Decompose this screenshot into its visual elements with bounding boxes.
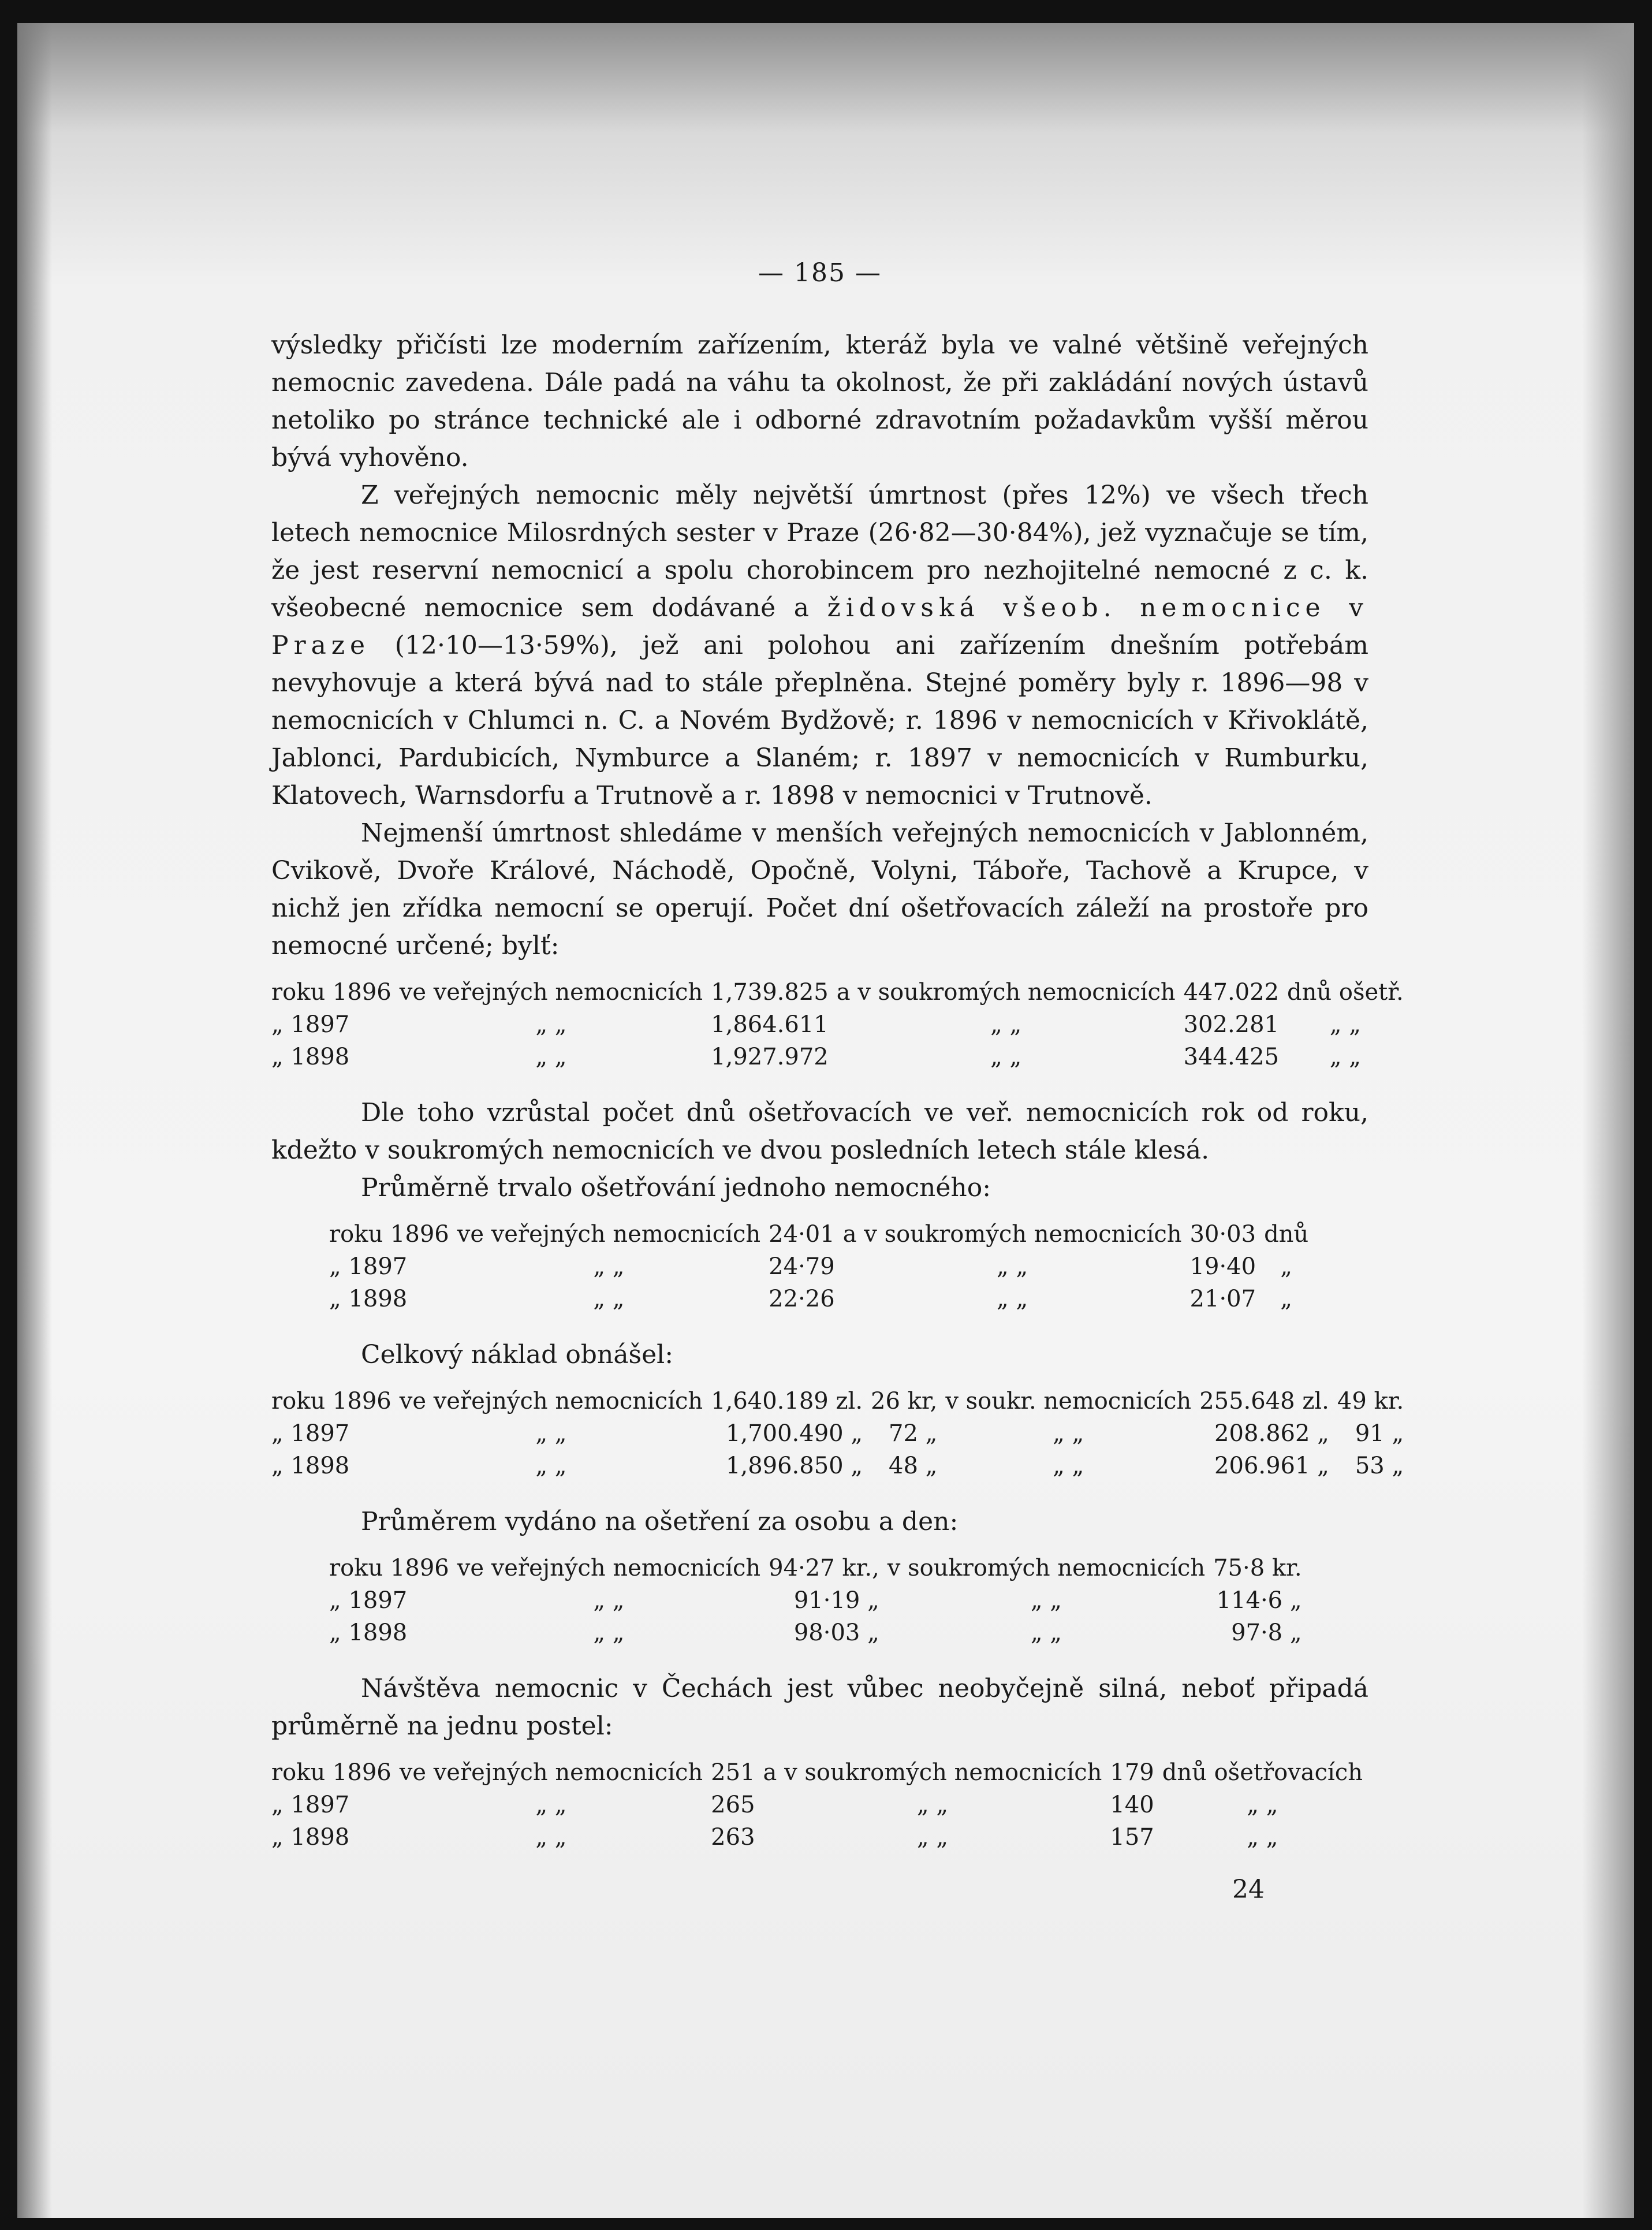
paragraph-7: Průměrem vydáno na ošetření za osobu a den: [361,1507,959,1536]
table-cell: „ [1280,1286,1292,1312]
table-cell: 97·8 „ [1231,1620,1302,1646]
table-cell: 157 [1110,1824,1154,1851]
table-cell: 72 „ [889,1420,938,1447]
table-row [329,1552,1310,1584]
table-cell: 19·40 [1189,1253,1256,1280]
table-cell: 302.281 [1183,1011,1280,1038]
table-cell: ve veřejných nemocnicích [399,1759,703,1786]
table-cell: 140 [1110,1792,1154,1818]
table-cell: roku 1896 [271,1388,391,1414]
table-cell: „ 1898 [271,1453,350,1479]
table-cell: „ „ [997,1286,1028,1312]
table-cell: „ „ [1329,1011,1361,1038]
table-cell: „ „ [1247,1792,1278,1818]
table-cell: 30·03 [1189,1221,1256,1248]
table-cell: roku 1896 [271,1759,391,1786]
table-cell: roku 1896 [329,1221,449,1248]
paragraph-2-spaced-name: židovská všeob. nemocnice v Praze [271,593,1368,660]
table-cell: ve veřejných nemocnicích [399,979,703,1006]
signature-mark: 24 [1232,1875,1265,1904]
table-cell: ve veřejných nemocnicích [399,1388,703,1414]
table-cell: roku 1896 [271,979,391,1006]
table-cost-per-day [329,1552,1310,1649]
table-cell: „ „ [1247,1824,1278,1851]
table-cell: dnů ošetř. [1287,979,1404,1006]
table-cell: „ „ [535,1044,567,1070]
table-cell: 53 „ [1355,1453,1404,1479]
table-cell: 265 [711,1792,755,1818]
table-cell: 22·26 [769,1286,835,1312]
table-cell: dnů [1264,1221,1309,1248]
table-cell: „ 1897 [271,1420,350,1447]
table-cell: 1,864.611 [711,1011,829,1038]
table-row [271,1008,1412,1041]
table-bed-occupancy [271,1756,1371,1853]
table-cell: „ „ [535,1011,567,1038]
table-row [271,1756,1371,1789]
table-row [329,1250,1317,1283]
table-average-duration [329,1218,1317,1315]
table-row [271,1821,1371,1853]
table-cell: „ 1897 [329,1253,408,1280]
paragraph-8: Návštěva nemocnic v Čechách jest vůbec neobyčejně silná, neboť připadá průměrně na jednu postel: [271,1674,1368,1741]
paragraph-2-part-a: Z veřejných nemocnic měly největší úmrtnost (přes 12%) ve všech třech letech nemocnice Milosrdných sester v Praze (26·82—30·84%), jež vyznačuje se tím, že jest reservní nemocnicí a spolu chorobincem pro nezhojitelné nemocné z c. k. všeobecné nemocnice sem dodávané a [271,481,1368,623]
table-cell: „ „ [535,1792,567,1818]
paragraph-1: výsledky přičísti lze moderním zařízením, kteráž byla ve valné většině veřejných nemocnic zavedena. Dále padá na váhu ta okolnost, že při zakládání nových ústavů netoliko po stránce technické ale i odborné zdravotním požadavkům vyšší měrou bývá vyhověno. [271,330,1368,472]
table-cell: „ [1280,1253,1292,1280]
margin-tick [6,1086,16,1088]
table-cell: 1,739.825 [711,979,829,1006]
margin-tick [6,133,16,135]
table-row [271,1041,1412,1073]
table-total-cost [271,1385,1412,1482]
table-cell: dnů ošetřovacích [1162,1759,1363,1786]
margin-tick [6,1889,16,1891]
scan-shadow-right [1582,23,1634,2218]
paragraph-4: Dle toho vzrůstal počet dnů ošetřovacích ve veř. nemocnicích rok od roku, kdežto v soukromých nemocnicích ve dvou posledních letech stále klesá. [271,1098,1368,1165]
table-cell: „ „ [1053,1420,1084,1447]
table-row [329,1218,1317,1250]
table-cell: a v soukromých nemocnicích [763,1759,1102,1786]
table-cell: 91 „ [1355,1420,1404,1447]
table-row [329,1283,1317,1315]
table-cell: 255.648 zl. [1199,1388,1329,1414]
table-cell: a v soukromých nemocnicích [842,1221,1182,1248]
table-cell: „ „ [535,1420,567,1447]
table-row [329,1617,1310,1649]
table-nursing-days [271,976,1412,1073]
table-cell: „ „ [1329,1044,1361,1070]
table-cell: „ „ [997,1253,1028,1280]
table-cell: 179 [1110,1759,1154,1786]
page-number: — 185 — [758,258,882,288]
page-content [271,254,1404,1908]
table-cell: „ „ [593,1253,625,1280]
paragraph-3: Nejmenší úmrtnost shledáme v menších veřejných nemocnicích v Jablonném, Cvikově, Dvoře Králové, Náchodě, Opočně, Volyni, Táboře, Tachově a Krupce, v nichž jen zřídka nemocní se operují. Počet dní ošetřovacích záleží na prostoře pro nemocné určené; bylť: [271,818,1368,960]
table-row [271,976,1412,1008]
table-cell: 49 kr. [1337,1388,1404,1414]
table-cell: 447.022 [1183,979,1280,1006]
table-cell: ve veřejných nemocnicích [457,1221,761,1248]
table-cell: 1,927.972 [711,1044,829,1070]
table-cell: 1,896.850 „ [726,1453,863,1479]
paragraph-2-part-c: (12·10—13·59%), jež ani polohou ani zařízením dnešním potřebám nevyhovuje a která bývá nad to stále přeplněna. Stejné poměry byly r. 1896—98 v nemocnicích v Chlumci n. C. a Novém Bydžově; r. 1896 v nemocnicích v Křivoklátě, Jablonci, Pardubicích, Nymburce a Slaném; r. 1897 v nemocnicích v Rumburku, Klatovech, Warnsdorfu a Trutnově a r. 1898 v nemocnici v Trutnově. [271,631,1368,810]
table-cell: „ 1897 [329,1587,408,1614]
table-cell: 251 [711,1759,755,1786]
table-cell: „ „ [1030,1587,1062,1614]
table-cell: „ 1898 [271,1044,350,1070]
table-cell: „ „ [1053,1453,1084,1479]
table-cell: 208.862 „ [1214,1420,1329,1447]
table-cell: v soukr. nemocnicích [945,1388,1192,1414]
table-cell: „ 1898 [329,1286,408,1312]
table-cell: ve veřejných nemocnicích [457,1555,761,1581]
table-cell: a v soukromých nemocnicích [836,979,1176,1006]
table-cell: 1,640.189 zl. [711,1388,863,1414]
table-cell: v soukromých nemocnicích [887,1555,1206,1581]
table-row [271,1789,1371,1821]
table-row [271,1417,1412,1450]
paragraph-5: Průměrně trvalo ošetřování jednoho nemocného: [361,1173,991,1203]
table-cell: „ 1898 [271,1824,350,1851]
table-cell: 91·19 „ [793,1587,879,1614]
table-cell: „ „ [1030,1620,1062,1646]
table-cell: 98·03 „ [793,1620,879,1646]
scan-shadow-left [17,23,52,2218]
table-cell: 26 kr, [871,1388,938,1414]
table-cell: 21·07 [1189,1286,1256,1312]
margin-tick [6,312,16,314]
table-row [329,1584,1310,1617]
table-cell: „ „ [990,1044,1022,1070]
table-cell: „ „ [916,1792,949,1818]
paragraph-2 [271,476,1368,814]
table-row [271,1385,1412,1417]
table-cell: „ 1898 [329,1620,408,1646]
table-cell: 75·8 kr. [1213,1555,1302,1581]
table-cell: 24·79 [769,1253,835,1280]
table-cell: 263 [711,1824,755,1851]
table-cell: „ „ [593,1620,625,1646]
table-cell: 344.425 [1183,1044,1280,1070]
table-cell: roku 1896 [329,1555,449,1581]
table-cell: „ „ [593,1587,625,1614]
table-cell: 206.961 „ [1214,1453,1329,1479]
table-cell: 94·27 kr., [769,1555,879,1581]
table-cell: „ „ [535,1824,567,1851]
table-cell: 48 „ [889,1453,938,1479]
table-cell: 1,700.490 „ [726,1420,863,1447]
table-cell: 24·01 [769,1221,835,1248]
table-cell: 114·6 „ [1216,1587,1302,1614]
table-cell: „ „ [535,1453,567,1479]
paragraph-6: Celkový náklad obnášel: [361,1340,674,1369]
table-cell: „ „ [990,1011,1022,1038]
table-cell: „ „ [916,1824,949,1851]
table-cell: „ „ [593,1286,625,1312]
table-row [271,1450,1412,1482]
table-cell: „ 1897 [271,1011,350,1038]
table-cell: „ 1897 [271,1792,350,1818]
